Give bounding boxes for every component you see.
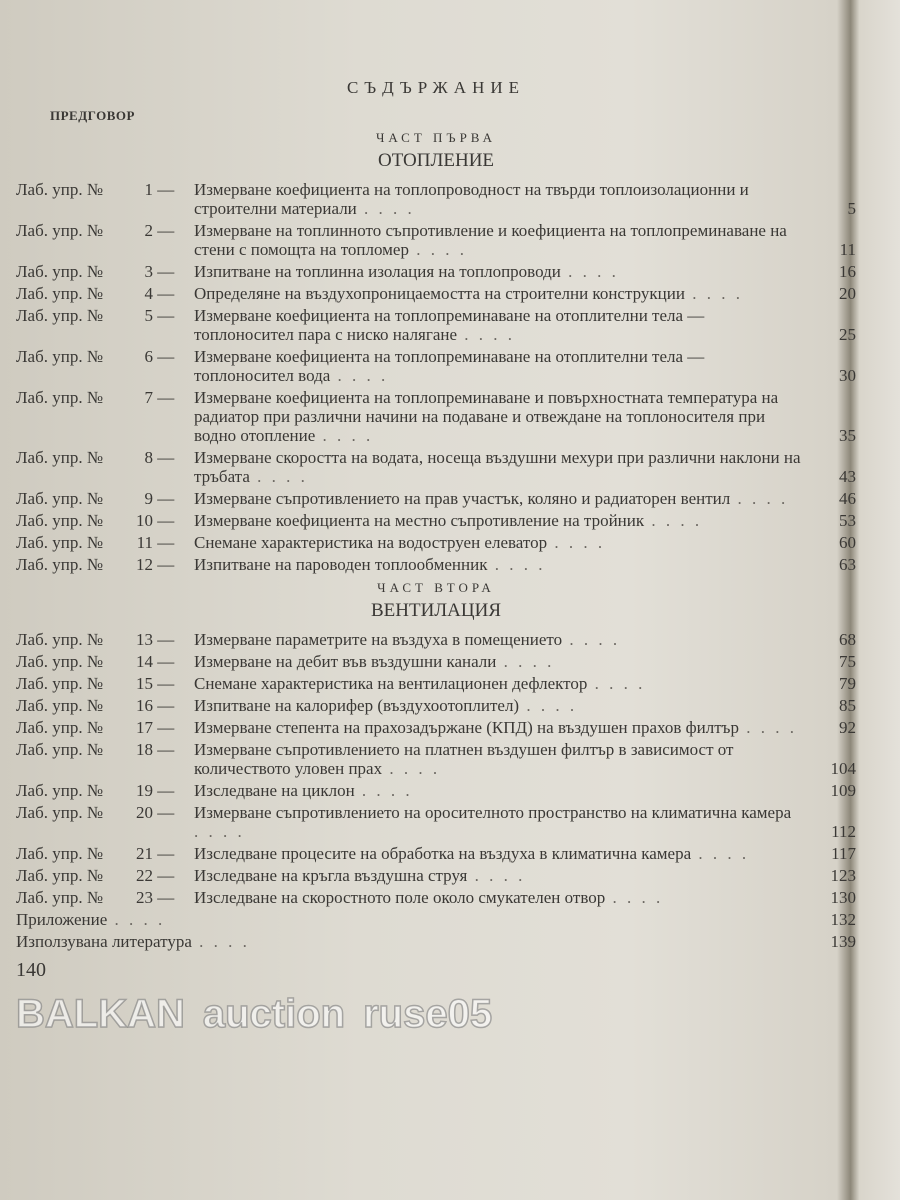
- dot-leader: . . . .: [457, 325, 516, 344]
- toc-entry: [16, 262, 856, 281]
- entry-title: [194, 844, 856, 863]
- entry-text: Определяне на въздухопроницаемостта на строителни конструкции: [194, 284, 685, 303]
- toc-entry: [16, 866, 856, 885]
- entry-number: 8: [144, 448, 154, 467]
- section-title: ОТОПЛЕНИЕ: [377, 150, 495, 171]
- toc-entry: [16, 803, 856, 841]
- entry-title: [16, 910, 856, 929]
- entry-text: Изпитване на топлинна изолация на топлопроводи: [194, 262, 561, 281]
- entry-title: [194, 448, 856, 486]
- entry-number: 4: [144, 284, 154, 303]
- entry-page: 123: [830, 866, 856, 885]
- entry-text: Приложение: [16, 910, 108, 929]
- entry-prefix: Лаб. упр. № 14 —: [16, 652, 175, 671]
- entry-prefix: Лаб. упр. № 7 —: [16, 388, 175, 407]
- toc-entry: [16, 489, 856, 508]
- toc-entry: [16, 910, 856, 929]
- entry-title: [194, 511, 856, 530]
- entry-page: 63: [839, 555, 856, 574]
- dot-leader: . . . .: [107, 910, 166, 929]
- entry-page: 139: [830, 932, 856, 951]
- entry-label: Лаб. упр. №: [16, 533, 104, 552]
- dot-leader: . . . .: [691, 844, 750, 863]
- entry-page: 46: [839, 489, 856, 508]
- toc-entry: [16, 630, 856, 649]
- entry-number: 15: [136, 674, 154, 693]
- entry-prefix: Лаб. упр. № 21 —: [16, 844, 175, 863]
- entry-label: Лаб. упр. №: [16, 180, 104, 199]
- entry-text: Измерване съпротивлението на платнен въздушен филтър в зависимост от количеството уловен прах: [194, 740, 734, 778]
- entry-title: [194, 533, 856, 552]
- entry-number: 22: [136, 866, 154, 885]
- entry-title: [194, 630, 856, 649]
- entry-label: Лаб. упр. №: [16, 555, 104, 574]
- dot-leader: . . . .: [356, 199, 415, 218]
- entry-label: Лаб. упр. №: [16, 630, 104, 649]
- entry-title: [194, 866, 856, 885]
- entry-title: [16, 932, 856, 951]
- dot-leader: . . . .: [730, 489, 789, 508]
- entry-number: 13: [136, 630, 154, 649]
- entry-page: 11: [839, 240, 856, 259]
- entry-prefix: Лаб. упр. № 16 —: [16, 696, 175, 715]
- entry-number: 12: [136, 555, 154, 574]
- entry-text: Измерване коефициента на местно съпротивление на тройник: [194, 511, 645, 530]
- entry-title: [194, 347, 856, 385]
- toc-entry: [16, 511, 856, 530]
- section-title: ВЕНТИЛАЦИЯ: [370, 600, 502, 621]
- dot-leader: . . . .: [587, 674, 646, 693]
- entry-number: 10: [136, 511, 154, 530]
- entry-prefix: Лаб. упр. № 6 —: [16, 347, 175, 366]
- entry-number: 1: [144, 180, 154, 199]
- toc-entry: [16, 306, 856, 344]
- entry-title: [194, 262, 856, 281]
- dot-leader: . . . .: [644, 511, 703, 530]
- entry-title: [194, 781, 856, 800]
- entry-page: 112: [831, 822, 856, 841]
- dot-leader: . . . .: [738, 718, 797, 737]
- watermark-line: auction: [202, 992, 346, 1036]
- dot-leader: . . . .: [408, 240, 467, 259]
- part-label: ЧАСТ ВТОРА: [377, 580, 495, 595]
- entry-title: [194, 718, 856, 737]
- toc-list-heating: [16, 180, 856, 574]
- entry-number: 2: [144, 221, 154, 240]
- toc-entry: [16, 448, 856, 486]
- toc-entry: [16, 221, 856, 259]
- entry-title: [194, 888, 856, 907]
- entry-number: 19: [136, 781, 154, 800]
- entry-label: Лаб. упр. №: [16, 489, 104, 508]
- entry-prefix: Лаб. упр. № 9 —: [16, 489, 175, 508]
- entry-number: 11: [136, 533, 154, 552]
- entry-label: Лаб. упр. №: [16, 696, 104, 715]
- entry-prefix: Лаб. упр. № 10 —: [16, 511, 175, 530]
- entry-page: 5: [847, 199, 856, 218]
- toc-entry: [16, 781, 856, 800]
- entry-title: [194, 803, 856, 841]
- toc-entry: [16, 696, 856, 715]
- toc-entry: [16, 888, 856, 907]
- toc-entry: [16, 180, 856, 218]
- entry-number: 18: [136, 740, 154, 759]
- dot-leader: . . . .: [605, 888, 664, 907]
- entry-number: 14: [136, 652, 154, 671]
- contents-heading: СЪДЪРЖАНИЕ: [346, 78, 526, 97]
- entry-prefix: Лаб. упр. № 11 —: [16, 533, 175, 552]
- entry-page: 25: [839, 325, 856, 344]
- toc-entry: [16, 844, 856, 863]
- entry-text: Измерване съпротивлението на прав участък, коляно и радиаторен вентил: [194, 489, 731, 508]
- entry-page: 85: [839, 696, 856, 715]
- entry-title: [194, 674, 856, 693]
- entry-page: 117: [831, 844, 856, 863]
- toc-entry: [16, 533, 856, 552]
- dot-leader: . . . .: [191, 932, 250, 951]
- entry-prefix: Лаб. упр. № 19 —: [16, 781, 175, 800]
- entry-label: Лаб. упр. №: [16, 888, 104, 907]
- watermark-logo: [16, 992, 856, 1037]
- entry-text: Изпитване на калорифер (въздухоотоплител): [194, 696, 520, 715]
- entry-title: [194, 388, 856, 445]
- entry-text: Снемане характеристика на вентилационен дефлектор: [194, 674, 588, 693]
- entry-page: 20: [839, 284, 856, 303]
- entry-prefix: Лаб. упр. № 20 —: [16, 803, 175, 822]
- entry-label: Лаб. упр. №: [16, 221, 104, 240]
- entry-prefix: Лаб. упр. № 12 —: [16, 555, 175, 574]
- toc-entry: [16, 932, 856, 951]
- dot-leader: . . . .: [382, 759, 441, 778]
- entry-number: 7: [144, 388, 154, 407]
- entry-text: Измерване параметрите на въздуха в помещението: [194, 630, 563, 649]
- entry-page: 35: [839, 426, 856, 445]
- entry-page: 109: [830, 781, 856, 800]
- entry-number: 6: [144, 347, 154, 366]
- entry-prefix: Лаб. упр. № 4 —: [16, 284, 175, 303]
- dot-leader: . . . .: [487, 555, 546, 574]
- entry-prefix: Лаб. упр. № 3 —: [16, 262, 175, 281]
- toc-entry: [16, 740, 856, 778]
- entry-number: 17: [136, 718, 154, 737]
- preface-entry: ПРЕДГОВОР: [50, 108, 135, 123]
- entry-prefix: Лаб. упр. № 2 —: [16, 221, 175, 240]
- entry-title: [194, 555, 856, 574]
- entry-label: Лаб. упр. №: [16, 347, 104, 366]
- entry-text: Измерване коефициента на топлопреминаване на отоплителни тела — топлоносител вода: [194, 347, 705, 385]
- dot-leader: . . . .: [560, 262, 619, 281]
- dot-leader: . . . .: [354, 781, 413, 800]
- entry-label: Лаб. упр. №: [16, 284, 104, 303]
- entry-label: Лаб. упр. №: [16, 306, 104, 325]
- entry-label: Лаб. упр. №: [16, 511, 104, 530]
- entry-title: [194, 652, 856, 671]
- entry-title: [194, 489, 856, 508]
- entry-page: 104: [830, 759, 856, 778]
- entry-label: Лаб. упр. №: [16, 844, 104, 863]
- entry-title: [194, 180, 856, 218]
- entry-prefix: Лаб. упр. № 13 —: [16, 630, 175, 649]
- dot-leader: . . . .: [315, 426, 374, 445]
- entry-page: 60: [839, 533, 856, 552]
- entry-prefix: Лаб. упр. № 8 —: [16, 448, 175, 467]
- entry-prefix: Лаб. упр. № 22 —: [16, 866, 175, 885]
- entry-title: [194, 306, 856, 344]
- toc-entry: [16, 652, 856, 671]
- entry-text: Измерване на дебит във въздушни канали: [194, 652, 497, 671]
- entry-text: Снемане характеристика на водоструен елеватор: [194, 533, 548, 552]
- entry-text: Измерване съпротивлението на оросителното пространство на климатична камера: [194, 803, 792, 822]
- entry-page: 16: [839, 262, 856, 281]
- watermark-line: ruse05: [363, 992, 493, 1036]
- entry-text: Измерване на топлинното съпротивление и коефициента на топлопреминаване на стени с помощта на топломер: [194, 221, 787, 259]
- dot-leader: . . . .: [562, 630, 621, 649]
- entry-number: 21: [136, 844, 154, 863]
- toc-entry: [16, 555, 856, 574]
- entry-number: 3: [144, 262, 154, 281]
- entry-title: [194, 284, 856, 303]
- toc-entry: [16, 284, 856, 303]
- entry-label: Лаб. упр. №: [16, 866, 104, 885]
- dot-leader: . . . .: [249, 467, 308, 486]
- entry-text: Измерване скоростта на водата, носеща въздушни мехури при различни наклони на тръбата: [194, 448, 801, 486]
- entry-label: Лаб. упр. №: [16, 781, 104, 800]
- entry-label: Лаб. упр. №: [16, 652, 104, 671]
- entry-label: Лаб. упр. №: [16, 262, 104, 281]
- watermark-line: BALKAN: [16, 992, 185, 1036]
- entry-prefix: Лаб. упр. № 18 —: [16, 740, 175, 759]
- entry-number: 23: [136, 888, 154, 907]
- entry-page: 53: [839, 511, 856, 530]
- entry-number: 20: [136, 803, 154, 822]
- entry-prefix: Лаб. упр. № 5 —: [16, 306, 175, 325]
- entry-page: 132: [830, 910, 856, 929]
- part-label: ЧАСТ ПЪРВА: [375, 130, 497, 145]
- entry-number: 16: [136, 696, 154, 715]
- entry-text: Изследване на скоростното поле около смукателен отвор: [194, 888, 606, 907]
- entry-page: 130: [830, 888, 856, 907]
- entry-text: Изследване процесите на обработка на въздуха в климатична камера: [194, 844, 692, 863]
- toc-entry: [16, 388, 856, 445]
- toc-entry: [16, 347, 856, 385]
- entry-text: Изпитване на пароводен топлообменник: [194, 555, 488, 574]
- entry-page: 43: [839, 467, 856, 486]
- entry-title: [194, 221, 856, 259]
- entry-prefix: Лаб. упр. № 15 —: [16, 674, 175, 693]
- entry-page: 68: [839, 630, 856, 649]
- entry-page: 92: [839, 718, 856, 737]
- entry-prefix: Лаб. упр. № 17 —: [16, 718, 175, 737]
- toc-entry: [16, 718, 856, 737]
- dot-leader: . . . .: [684, 284, 743, 303]
- entry-text: Измерване коефициента на топлопроводност на твърди топлоизолационни и строителни материали: [194, 180, 749, 218]
- dot-leader: . . . .: [330, 366, 389, 385]
- entry-title: [194, 696, 856, 715]
- entry-label: Лаб. упр. №: [16, 740, 104, 759]
- entry-number: 5: [144, 306, 154, 325]
- entry-text: Изследване на кръгла въздушна струя: [194, 866, 468, 885]
- entry-label: Лаб. упр. №: [16, 674, 104, 693]
- dot-leader: . . . .: [519, 696, 578, 715]
- entry-prefix: Лаб. упр. № 1 —: [16, 180, 175, 199]
- page-number: 140: [16, 959, 46, 981]
- dot-leader: . . . .: [194, 822, 245, 841]
- entry-prefix: Лаб. упр. № 23 —: [16, 888, 175, 907]
- dot-leader: . . . .: [467, 866, 526, 885]
- toc-list-ventilation: [16, 630, 856, 951]
- entry-label: Лаб. упр. №: [16, 803, 104, 822]
- entry-number: 9: [144, 489, 154, 508]
- entry-page: 79: [839, 674, 856, 693]
- entry-text: Измерване коефициента на топлопреминаване и повърхностната температура на радиатор при различни начини на подаване и отвеждане на топлоносителя при водно отопление: [194, 388, 779, 445]
- entry-text: Измерване коефициента на топлопреминаване на отоплителни тела — топлоносител пара с ниско налягане: [194, 306, 705, 344]
- entry-label: Лаб. упр. №: [16, 718, 104, 737]
- entry-page: 75: [839, 652, 856, 671]
- entry-text: Измерване степента на прахозадържане (КПД) на въздушен прахов филтър: [194, 718, 739, 737]
- entry-label: Лаб. упр. №: [16, 448, 104, 467]
- dot-leader: . . . .: [547, 533, 606, 552]
- dot-leader: . . . .: [496, 652, 555, 671]
- toc-entry: [16, 674, 856, 693]
- entry-label: Лаб. упр. №: [16, 388, 104, 407]
- entry-title: [194, 740, 856, 778]
- entry-text: Изследване на циклон: [194, 781, 355, 800]
- entry-text: Използувана литература: [16, 932, 192, 951]
- entry-page: 30: [839, 366, 856, 385]
